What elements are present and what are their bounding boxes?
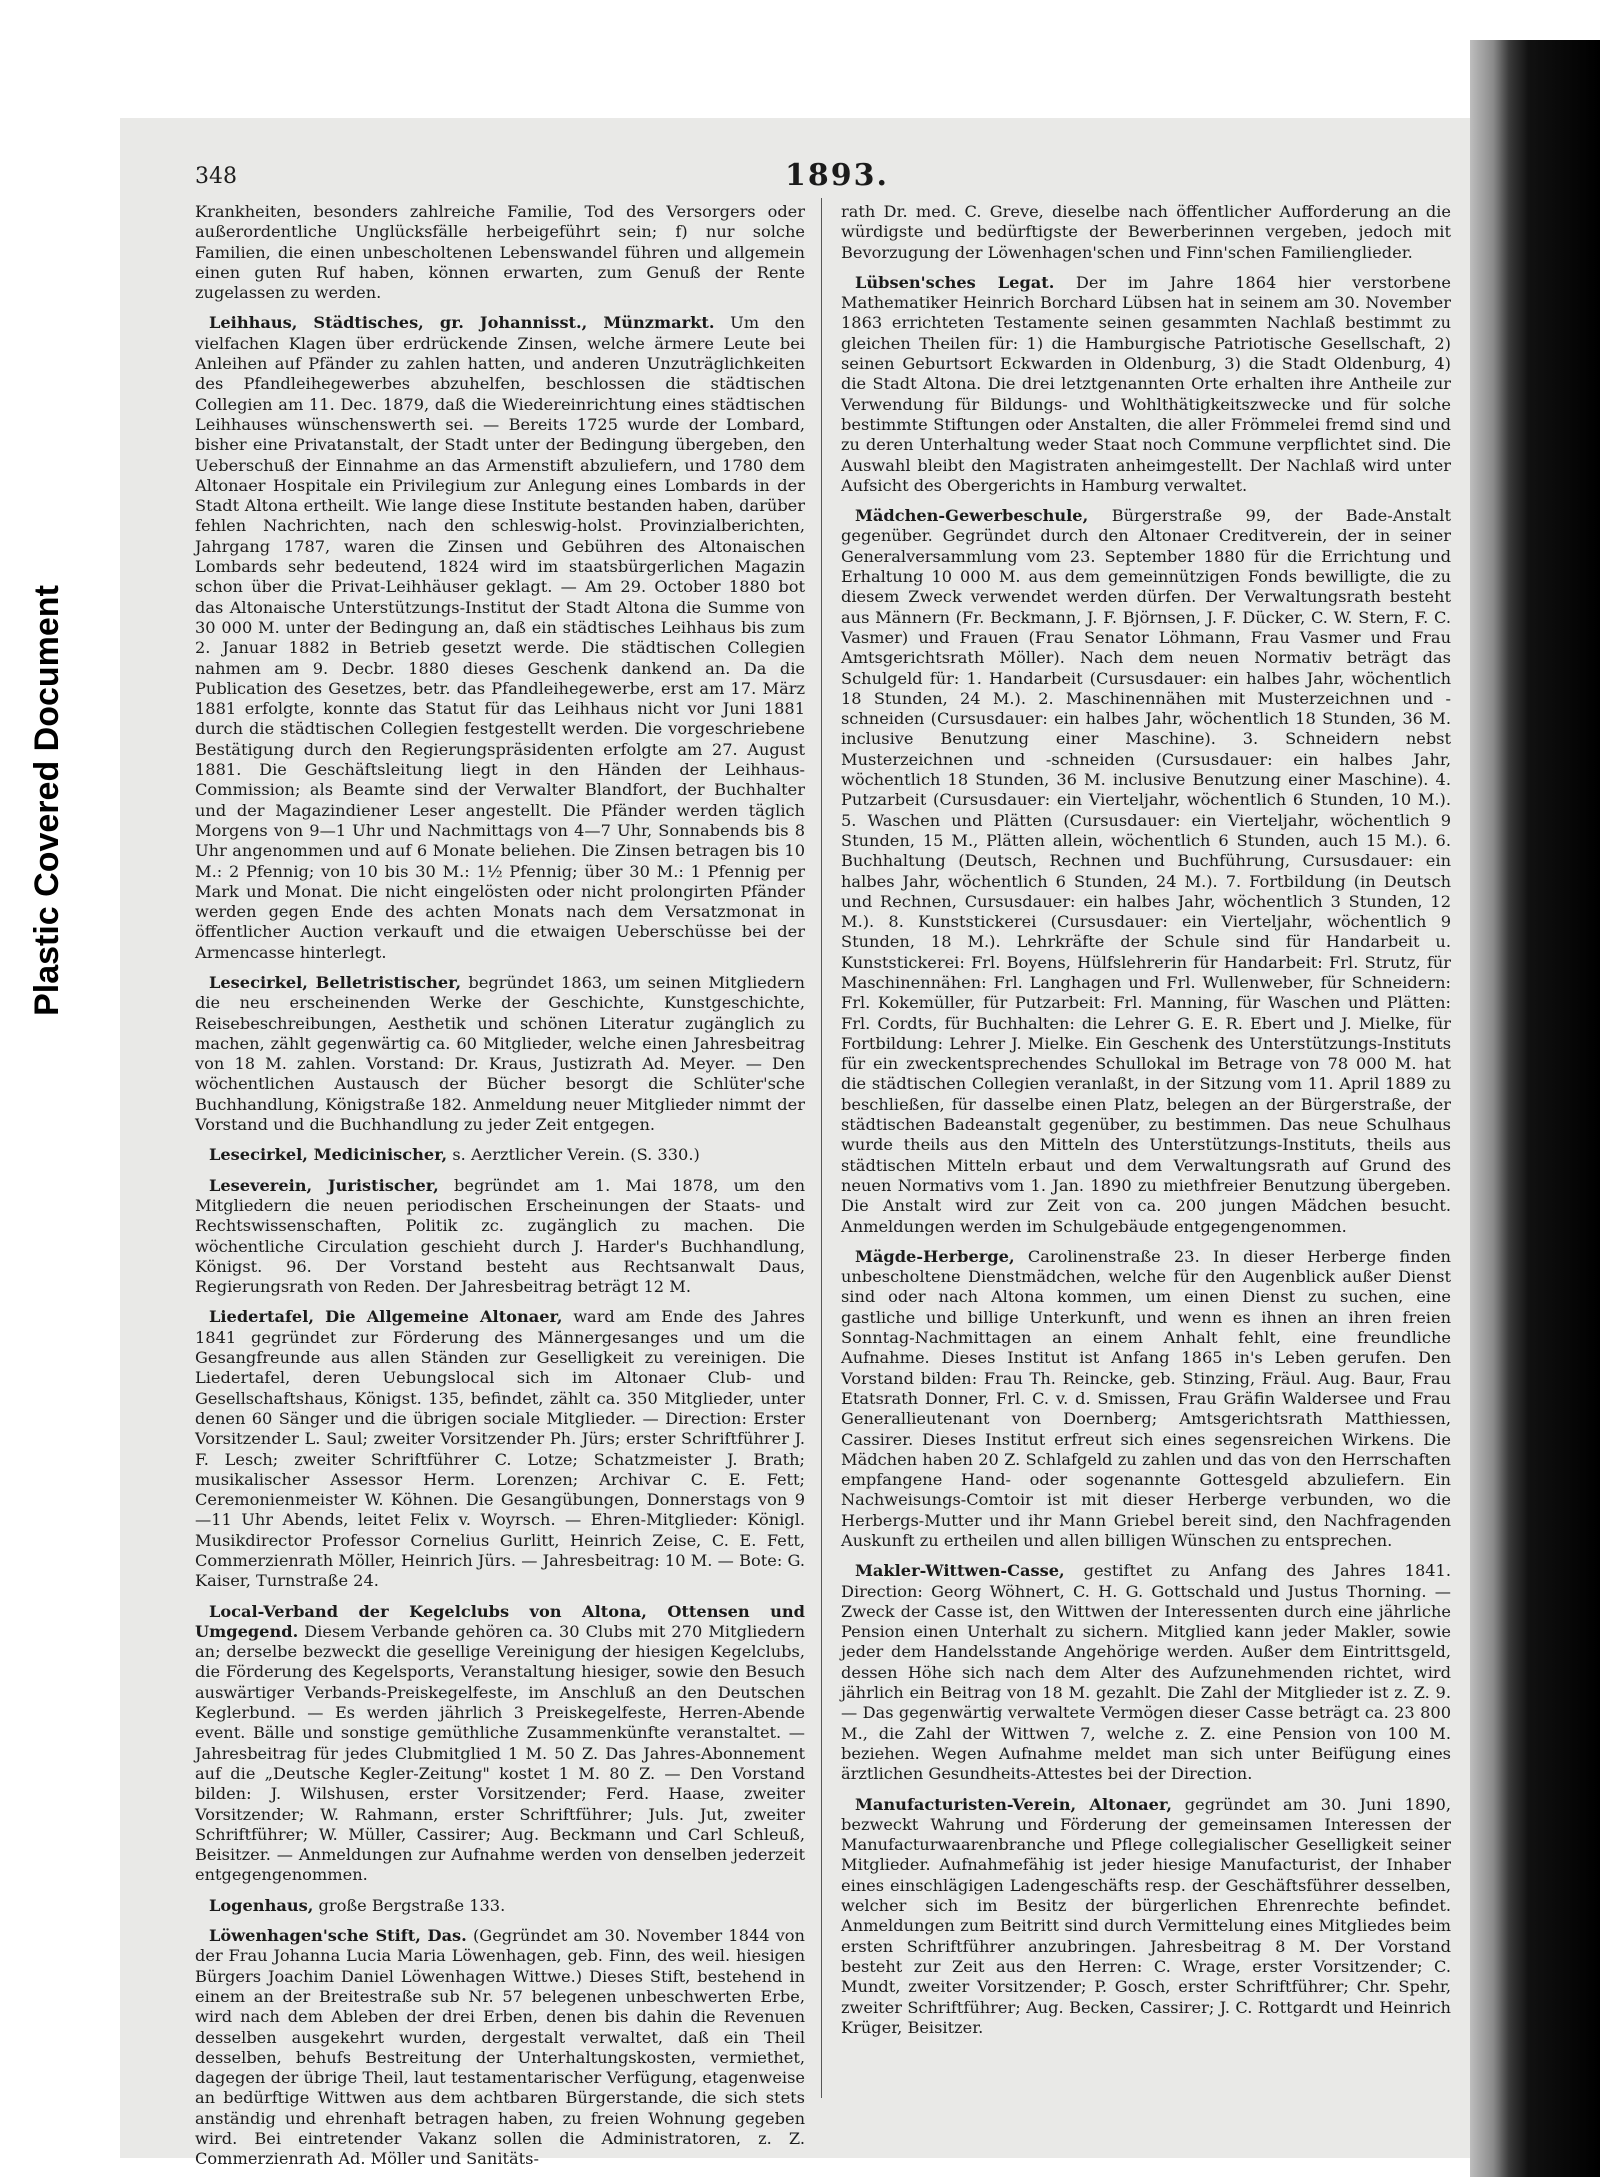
entry-text: begründet 1863, um seinen Mitgliedern die neu erscheinenden Werke der Geschichte, Kunstgeschichte, Reisebeschreibungen, Aesthetik und schönen Literatur zugänglich zu machen, zählt gegenwärtig ca. 60 Mitglieder, welche einen Jahresbeitrag von 18 M. zahlen. Vorstand: Dr. Kraus, Justizrath Ad. Meyer. — Den wöchentlichen Austausch der Bücher besorgt die Schlüter'sche Buchhandlung, Königstraße 182. Anmeldung neuer Mitglieder nimmt der Vorstand und die Buchhandlung zu jeder Zeit entgegen. bbox=[195, 972, 805, 1135]
page-header bbox=[195, 158, 1457, 198]
entry-continuation bbox=[841, 202, 1451, 263]
side-label bbox=[22, 540, 72, 1060]
entry-title: Local-Verband der Kegelclubs von Altona, Ottensen und Umgegend. bbox=[195, 1601, 805, 1641]
entry-title: Mägde-Herberge, bbox=[855, 1246, 1015, 1266]
entry-text: Der im Jahre 1864 hier verstorbene Mathematiker Heinrich Borchard Lübsen hat in seinem am 30. November 1863 errichteten Testamente seinen gesammten Nachlaß bestimmt zu gleichen Theilen für: 1) die Hamburgische Patriotische Gesellschaft, 2) seinen Geburtsort Eckwarden in Oldenburg, 3) die Stadt Oldenburg, 4) die Stadt Altona. Die drei letztgenannten Orte erhalten ihre Antheile zur Verwendung für Bildungs- und Wohlthätigkeitszwecke und für solche bestimmte Stiftungen oder Anstalten, die aller Frömmelei fremd sind und zu deren Unterhaltung weder Staat noch Commune verpflichtet sind. Die Auswahl bleibt den Magistraten anheimgestellt. Der Nachlaß wird unter Aufsicht des Obergerichts in Hamburg verwaltet. bbox=[841, 272, 1451, 495]
entry-text: s. Aerztlicher Verein. (S. 330.) bbox=[452, 1145, 700, 1165]
entry-text: große Bergstraße 133. bbox=[318, 1895, 506, 1915]
entry-lesecirkel-belletristischer bbox=[195, 973, 805, 1135]
page-year: 1893. bbox=[785, 158, 889, 193]
entry-text: Krankheiten, besonders zahlreiche Familie, Tod des Versorgers oder außerordentliche Unglücksfälle herbeigeführt sein; f) nur solche Familien, die einen unbescholtenen Lebenswandel führen und allgemein einen guten Ruf haben, können erwarten, zum Genuß der Rente zugelassen zu werden. bbox=[195, 202, 805, 303]
entry-text: gegründet am 30. Juni 1890, bezweckt Wahrung und Förderung der gemeinsamen Interessen der Manufacturwaarenbranche und Pflege collegialischer Geselligkeit seiner Mitglieder. Aufnahmefähig ist jeder hiesige Manufacturist, der Inhaber eines einschlägigen Ladengeschäfts resp. der Geschäftsführer desselben, welcher sich im Besitz der bürgerlichen Ehrenrechte befindet. Anmeldungen zum Beitritt sind durch Vermittelung eines Mitgliedes beim ersten Schriftführer anzubringen. Jahresbeitrag 8 M. Der Vorstand besteht zur Zeit aus den Herren: C. Wrage, erster Vorsitzender; C. Mundt, zweiter Vorsitzender; P. Gosch, erster Schriftführer; Chr. Spehr, zweiter Schriftführer; Aug. Becken, Cassirer; J. C. Rottgardt und Heinrich Krüger, Beisitzer. bbox=[841, 1794, 1451, 2037]
entry-maedchen-gewerbeschule bbox=[841, 506, 1451, 1237]
entry-leseverein-juristischer bbox=[195, 1176, 805, 1298]
entry-text: rath Dr. med. C. Greve, dieselbe nach öffentlicher Aufforderung an die würdigste und bedürftigste der Bewerberinnen vergeben, jedoch mit Bevorzugung der Löwenhagen'schen und Finn'schen Familienglieder. bbox=[841, 202, 1451, 262]
entry-loewenhagen-stift bbox=[195, 1926, 805, 2170]
entry-text: Um den vielfachen Klagen über erdrückende Zinsen, welche ärmere Leute bei Anleihen auf Pfänder zu zahlen hatten, und anderen Unzuträglichkeiten des Pfandleihegewerbes abzuhelfen, beschlossen die städtischen Collegien am 11. Dec. 1879, daß die Wiedereinrichtung eines städtischen Leihhauses wünschenswerth sei. — Bereits 1725 wurde der Lombard, bisher eine Privatanstalt, der Stadt unter der Bedingung übergeben, den Ueberschuß der Einnahme an das Armenstift abzuliefern, und 1780 dem Altonaer Hospitale ein Privilegium zur Anlegung eines Lombards in der Stadt Altona ertheilt. Wie lange diese Institute bestanden haben, darüber fehlen Nachrichten, nach den schleswig-holst. Provinzialberichten, Jahrgang 1787, waren die Zinsen und Gebühren des Altonaischen Lombards sehr bedeutend, 1824 wird im staatsbürgerlichen Magazin schon über die Privat-Leihhäuser geklagt. — Am 29. October 1880 bot das Altonaische Unterstützungs-Institut der Stadt Altona die Summe von 30 000 M. unter der Bedingung an, daß ein städtisches Leihhaus bis zum 2. Januar 1882 in Betrieb gesetzt werde. Die städtischen Collegien nahmen am 9. Decbr. 1880 dieses Geschenk dankend an. Da die Publication des Gesetzes, betr. das Pfandleihegewerbe, erst am 17. März 1881 erfolgte, konnte das Statut für das Leihhaus nicht vor Juni 1881 durch die städtischen Collegien festgestellt werden. Die vorgeschriebene Bestätigung durch den Regierungspräsidenten erfolgte am 27. August 1881. Die Geschäftsleitung liegt in den Händen der Leihhaus-Commission; als Beamte sind der Verwalter Blandfort, der Buchhalter und der Magazindiener Leser angestellt. Die Pfänder werden täglich Morgens von 9—1 Uhr und Nachmittags von 4—7 Uhr, Sonnabends bis 8 Uhr angenommen und auf 6 Monate beliehen. Die Zinsen betragen bis 10 M.: 2 Pfennig; von 10 bis 30 M.: 1½ Pfennig; über 30 M.: 1 Pfennig per Mark und Monat. Die nicht eingelösten oder nicht prolongirten Pfänder werden gegen Ende des achten Monats nach dem Versatzmonat in öffentlicher Auction verkauft und die etwaigen Ueberschüsse bei der Armencasse hinterlegt. bbox=[195, 313, 805, 962]
entry-title: Leihhaus, Städtisches, gr. Johannisst., Münzmarkt. bbox=[209, 313, 715, 333]
page-number: 348 bbox=[195, 164, 237, 189]
entry-manufacturisten-verein bbox=[841, 1795, 1451, 2039]
entry-title: Lesecirkel, Belletristischer, bbox=[209, 972, 462, 992]
entry-title: Lübsen'sches Legat. bbox=[855, 272, 1055, 292]
entry-title: Makler-Wittwen-Casse, bbox=[855, 1561, 1065, 1581]
entry-continuation bbox=[195, 202, 805, 303]
right-column bbox=[841, 202, 1451, 2048]
entry-text: Diesem Verbande gehören ca. 30 Clubs mit 270 Mitgliedern an; derselbe bezweckt die gesellige Vereinigung der hiesigen Kegelclubs, die Förderung des Kegelsports, Veranstaltung hiesiger, sowie den Besuch auswärtiger Verbands-Preiskegelfeste, im Anschluß an den Deutschen Keglerbund. — Es werden jährlich 3 Preiskegelfeste, Herren-Abende event. Bälle und sonstige gemüthliche Zusammenkünfte veranstaltet. — Jahresbeitrag für jedes Clubmitglied 1 M. 50 Z. Das Jahres-Abonnement auf die „Deutsche Kegler-Zeitung" kostet 1 M. 80 Z. — Den Vorstand bilden: J. Wilshusen, erster Vorsitzender; Ferd. Haase, zweiter Vorsitzender; W. Rahmann, erster Schriftführer; Juls. Jut, zweiter Schriftführer; W. Müller, Cassirer; Aug. Beckmann und Carl Schleuß, Beisitzer. — Anmeldungen zur Aufnahme werden von denselben jederzeit entgegengenommen. bbox=[195, 1621, 805, 1885]
entry-title: Liedertafel, Die Allgemeine Altonaer, bbox=[209, 1307, 563, 1327]
entry-title: Manufacturisten-Verein, Altonaer, bbox=[855, 1794, 1172, 1814]
entry-lesecirkel-medicinischer bbox=[195, 1145, 805, 1165]
entry-luebsen-legat bbox=[841, 273, 1451, 496]
entry-title: Löwenhagen'sche Stift, Das. bbox=[209, 1926, 467, 1946]
column-divider bbox=[821, 198, 822, 2098]
entry-title: Lesecirkel, Medicinischer, bbox=[209, 1145, 448, 1165]
entry-text: gestiftet zu Anfang des Jahres 1841. Direction: Georg Wöhnert, C. H. G. Gottschald und Justus Thorning. — Zweck der Casse ist, den Wittwen der Interessenten durch eine jährliche Pension einen Unterhalt zu sichern. Mitglied kann jeder Makler, sowie jeder dem Handelsstande Angehörige werden. Außer dem Eintrittsgeld, dessen Höhe sich nach dem Alter des Aufzunehmenden richtet, wird jährlich ein Beitrag von 18 M. gezahlt. Die Zahl der Mitglieder ist z. Z. 9. — Das gegenwärtig verwaltete Vermögen dieser Casse beträgt ca. 23 800 M., die Zahl der Wittwen 7, welche z. Z. eine Pension von 100 M. beziehen. Wegen Aufnahme meldet man sich unter Beifügung eines ärztlichen Gesundheits-Attestes bei der Direction. bbox=[841, 1561, 1451, 1784]
entry-text: (Gegründet am 30. November 1844 von der Frau Johanna Lucia Maria Löwenhagen, geb. Finn, des weil. hiesigen Bürgers Joachim Daniel Löwenhagen Wittwe.) Dieses Stift, bestehend in einem an der Breitestraße sub Nr. 57 belegenen unbeschwerten Erbe, wird nach dem Ableben der drei Erben, denen bis dahin die Revenuen desselben ausgekehrt wurden, dergestalt verwaltet, daß ein Theil desselben, behufs Bestreitung der Unterhaltungskosten, vermiethet, dagegen der übrige Theil, laut testamentarischer Verfügung, etagenweise an bedürftige Wittwen aus dem achtbaren Bürgerstande, die sich stets anständig und ehrenhaft betragen haben, zu freien Wohnung gegeben wird. Bei eintretender Vakanz sollen die Administratoren, z. Z. Commerzienrath Ad. Möller und Sanitäts- bbox=[195, 1926, 805, 2169]
entry-text: Bürgerstraße 99, der Bade-Anstalt gegenüber. Gegründet durch den Altonaer Creditverein, der in seiner Generalversammlung vom 23. September 1880 für die Errichtung und Erhaltung 10 000 M. aus dem gemeinnützigen Fonds bewilligte, die zu diesem Zweck verwendet werden dürfen. Der Verwaltungsrath besteht aus Männern (Fr. Beckmann, J. F. Björnsen, J. F. Dücker, C. W. Stern, F. C. Vasmer) und Frauen (Frau Senator Löhmann, Frau Vasmer und Frau Amtsgerichtsrath Möller). Nach dem neuen Normativ beträgt das Schulgeld für: 1. Handarbeit (Cursusdauer: ein halbes Jahr, wöchentlich 18 Stunden, 24 M.). 2. Maschinennähen mit Musterzeichnen und -schneiden (Cursusdauer: ein halbes Jahr, wöchentlich 18 Stunden, 36 M. inclusive Benutzung einer Maschine). 3. Schneidern nebst Musterzeichnen und -schneiden (Cursusdauer: ein halbes Jahr, wöchentlich 18 Stunden, 36 M. inclusive Benutzung einer Maschine). 4. Putzarbeit (Cursusdauer: ein Vierteljahr, wöchentlich 6 Stunden, 10 M.). 5. Waschen und Plätten (Cursusdauer: ein Vierteljahr, wöchentlich 9 Stunden, 15 M., Plätten allein, wöchentlich 6 Stunden, auch 15 M.). 6. Buchhaltung (Deutsch, Rechnen und Buchführung, Cursusdauer: ein halbes Jahr, wöchentlich 6 Stunden, 24 M.). 7. Fortbildung (in Deutsch und Rechnen, Cursusdauer: ein halbes Jahr, wöchentlich 3 Stunden, 12 M.). 8. Kunststickerei (Cursusdauer: ein Vierteljahr, wöchentlich 9 Stunden, 18 M.). Lehrkräfte der Schule sind für Handarbeit u. Kunststickerei: Frl. Boyens, Hülfslehrerin für Handarbeit: Frl. Strutz, für Maschinennähen: Frl. Langhagen und Frl. Wullenweber, für Schneidern: Frl. Kokemüller, für Putzarbeit: Frl. Manning, für Waschen und Plätten: Frl. Cordts, für Buchhalten: die Lehrer G. E. R. Ebert und J. Mielke, für Fortbildung: Lehrer J. Mielke. Ein Geschenk des Unterstützungs-Instituts für ein zweckentsprechendes Schullokal im Betrage von 78 000 M. hat die städtischen Collegien veranlaßt, in der Sitzung vom 11. April 1889 zu beschließen, für dasselbe einen Platz, belegen an der Bürgerstraße, der städtischen Badeanstalt gegenüber, zu bestimmen. Das neue Schulhaus wurde theils aus den Mitteln des Unterstützungs-Instituts, theils aus städtischen Mitteln erbaut und dem Verwaltungsrath auf Grund des neuen Normativs vom 1. Jan. 1890 zu miethfreier Benutzung übergeben. Die Anstalt wird zur Zeit von ca. 200 jungen Mädchen besucht. Anmeldungen werden im Schulgebäude entgegengenommen. bbox=[841, 506, 1451, 1236]
document-page bbox=[195, 158, 1457, 2169]
entry-logenhaus bbox=[195, 1896, 805, 1916]
entry-makler-wittwen-casse bbox=[841, 1561, 1451, 1784]
entry-title: Leseverein, Juristischer, bbox=[209, 1175, 439, 1195]
entry-title: Logenhaus, bbox=[209, 1895, 314, 1915]
entry-text: begründet am 1. Mai 1878, um den Mitgliedern die neuen periodischen Erscheinungen der Staats- und Rechtswissenschaften, Politik zc. zugänglich zu machen. Die wöchentliche Circulation geschieht durch J. Harder's Buchhandlung, Königst. 96. Der Vorstand besteht aus Rechtsanwalt Daus, Regierungsrath von Reden. Der Jahresbeitrag beträgt 12 M. bbox=[195, 1175, 806, 1297]
left-column bbox=[195, 202, 805, 2180]
entry-maegde-herberge bbox=[841, 1247, 1451, 1551]
entry-text: Carolinenstraße 23. In dieser Herberge finden unbescholtene Dienstmädchen, welche für den Augenblick außer Dienst sind oder nach Altona kommen, um einen Dienst zu suchen, eine gastliche und billige Unterkunft, und wenn es ihnen an ihren freien Sonntag-Nachmittagen an einem Anhalt fehlt, eine freundliche Aufnahme. Dieses Institut ist Anfang 1865 in's Leben gerufen. Den Vorstand bilden: Frau Th. Reincke, geb. Stinzing, Fräul. Aug. Baur, Frau Etatsrath Donner, Frl. C. v. d. Smissen, Frau Gräfin Waldersee und Frau Generallieutenant von Doernberg; Amtsgerichtsrath Matthiessen, Cassirer. Dieses Institut erfreut sich eines segensreichen Wirkens. Die Mädchen haben 20 Z. Schlafgeld zu zahlen und das von den Herrschaften empfangene Hand- oder sogenannte Gottesgeld abzuliefern. Ein Nachweisungs-Comtoir ist mit dieser Herberge verbunden, wo die Herbergs-Mutter und ihr Mann Griebel bereit sind, den Nachfragenden Auskunft zu ertheilen und allen billigen Wünschen zu entsprechen. bbox=[841, 1246, 1451, 1550]
scanner-edge-shadow bbox=[1470, 40, 1600, 2177]
entry-local-verband-kegelclubs bbox=[195, 1602, 805, 1886]
side-label-text: Plastic Covered Document bbox=[27, 584, 66, 1016]
entry-text: ward am Ende des Jahres 1841 gegründet zur Förderung des Männergesanges und um die Gesangfreunde aus allen Ständen zur Geselligkeit zu vereinigen. Die Liedertafel, deren Uebungslocal sich im Altonaer Club- und Gesellschaftshaus, Königst. 135, befindet, zählt ca. 350 Mitglieder, unter denen 60 Sänger und die übrigen sociale Mitglieder. — Direction: Erster Vorsitzender L. Saul; zweiter Vorsitzender Ph. Jürs; erster Schriftführer J. F. Lesch; zweiter Schriftführer C. Lotze; Schatzmeister J. Brath; musikalischer Assessor Herm. Lorenzen; Archivar C. E. Fett; Ceremonienmeister W. Köhnen. Die Gesangübungen, Donnerstags von 9—11 Uhr Abends, leitet Felix v. Woyrsch. — Ehren-Mitglieder: Königl. Musikdirector Professor Cornelius Gurlitt, Heinrich Zeise, C. E. Fett, Commerzienrath Möller, Heinrich Jürs. — Jahresbeitrag: 10 M. — Bote: G. Kaiser, Turnstraße 24. bbox=[195, 1307, 805, 1591]
entry-leihhaus bbox=[195, 313, 805, 963]
entry-title: Mädchen-Gewerbeschule, bbox=[855, 506, 1089, 526]
entry-liedertafel bbox=[195, 1307, 805, 1591]
